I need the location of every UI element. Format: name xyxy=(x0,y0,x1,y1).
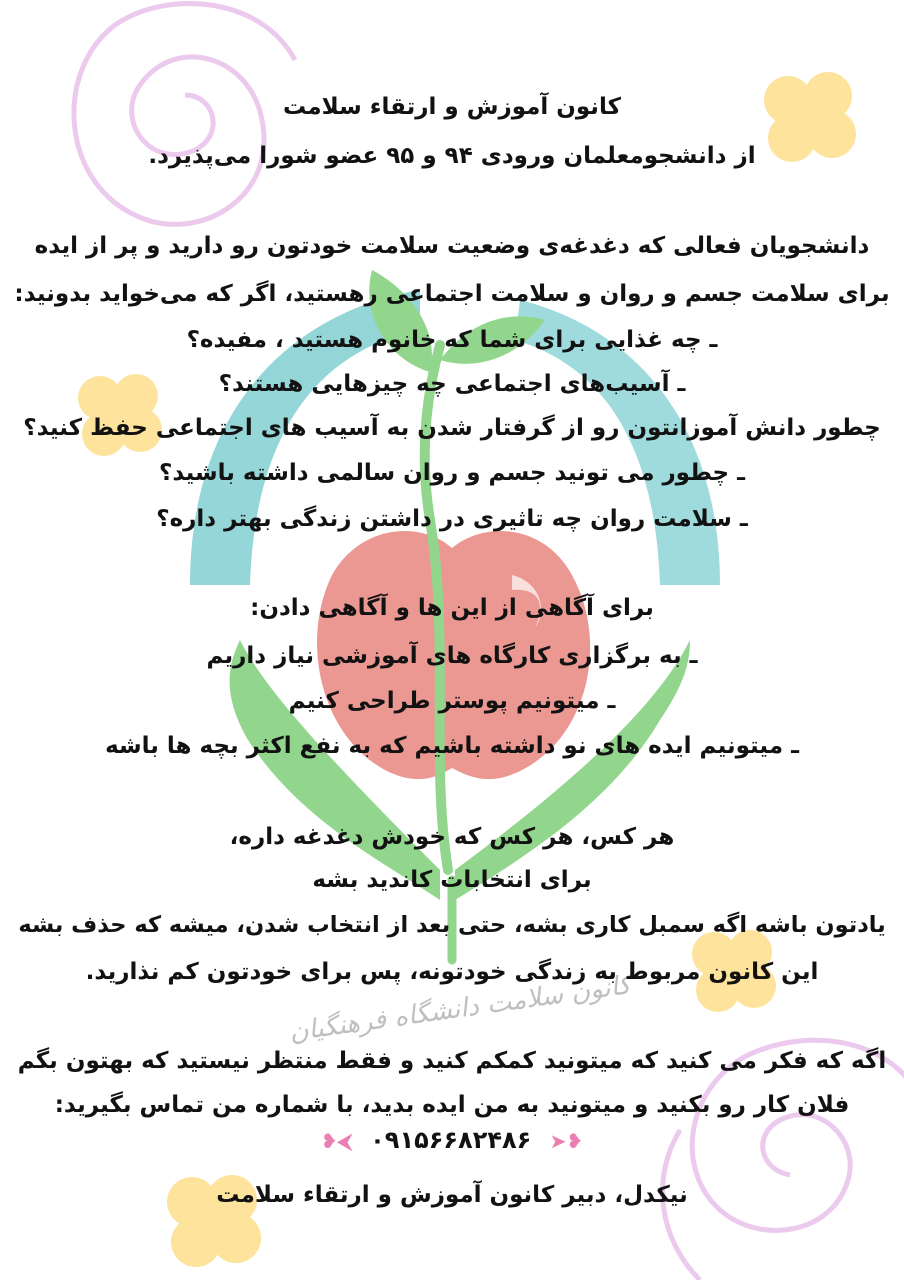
contact-line-2: فلان کار رو بکنید و میتونید به من ایده بدید، با شماره من تماس بگیرید: xyxy=(54,1092,850,1118)
question-item-5: ـ سلامت روان چه تاثیری در داشتن زندگی بهتر داره؟ xyxy=(156,506,748,532)
question-item-2: ـ آسیب‌های اجتماعی چه چیزهایی هستند؟ xyxy=(218,371,686,397)
awareness-item-2: ـ میتونیم پوستر طراحی کنیم xyxy=(288,688,616,714)
question-item-3: چطور دانش آموزانتون رو از گرفتار شدن به آسیب های اجتماعی حفظ کنید؟ xyxy=(23,415,881,441)
awareness-item-3: ـ میتونیم ایده های نو داشته باشیم که به نفع اکثر بچه ها باشه xyxy=(105,733,799,759)
poster-subtitle: از دانشجومعلمان ورودی ۹۴ و ۹۵ عضو شورا می‌پذیرد. xyxy=(148,143,756,169)
contact-line-1: اگه که فکر می کنید که میتونید کمکم کنید و فقط منتظر نیستید که بهتون بگم xyxy=(17,1048,887,1074)
candidacy-line-4: این کانون مربوط به زندگی خودتونه، پس برای خودتون کم نذارید. xyxy=(85,959,819,985)
intro-line-1: دانشجویان فعالی که دغدغه‌ی وضعیت سلامت خودتون رو دارید و پر از ایده xyxy=(34,233,870,259)
candidacy-line-1: هر کس، هر کس که خودش دغدغه داره، xyxy=(229,824,675,850)
awareness-lead: برای آگاهی از این ها و آگاهی دادن: xyxy=(250,595,654,621)
intro-line-2: برای سلامت جسم و روان و سلامت اجتماعی رهستید، اگر که می‌خواید بدونید: xyxy=(14,281,890,307)
question-item-1: ـ چه غذایی برای شما که خانوم هستید ، مفیده؟ xyxy=(186,327,718,353)
poster-title: کانون آموزش و ارتقاء سلامت xyxy=(283,94,621,120)
left-arrow-ornament-icon: ⮜❥ xyxy=(320,1129,352,1153)
signature: نیکدل، دبیر کانون آموزش و ارتقاء سلامت xyxy=(216,1182,688,1208)
phone-number-row xyxy=(0,1126,904,1154)
watermark-text: کانون سلامت دانشگاه فرهنگیان xyxy=(287,970,633,1048)
candidacy-line-2: برای انتخابات کاندید بشه xyxy=(312,867,592,893)
candidacy-line-3: یادتون باشه اگه سمبل کاری بشه، حتی بعد از انتخاب شدن، میشه که حذف بشه xyxy=(18,912,886,938)
awareness-item-1: ـ به برگزاری کارگاه های آموزشی نیاز داریم xyxy=(206,643,698,669)
right-arrow-ornament-icon: ❥➤ xyxy=(549,1129,584,1153)
phone-number[interactable]: ۰۹۱۵۶۶۸۲۴۸۶ xyxy=(370,1126,532,1154)
question-item-4: ـ چطور می تونید جسم و روان سالمی داشته باشید؟ xyxy=(159,460,745,486)
